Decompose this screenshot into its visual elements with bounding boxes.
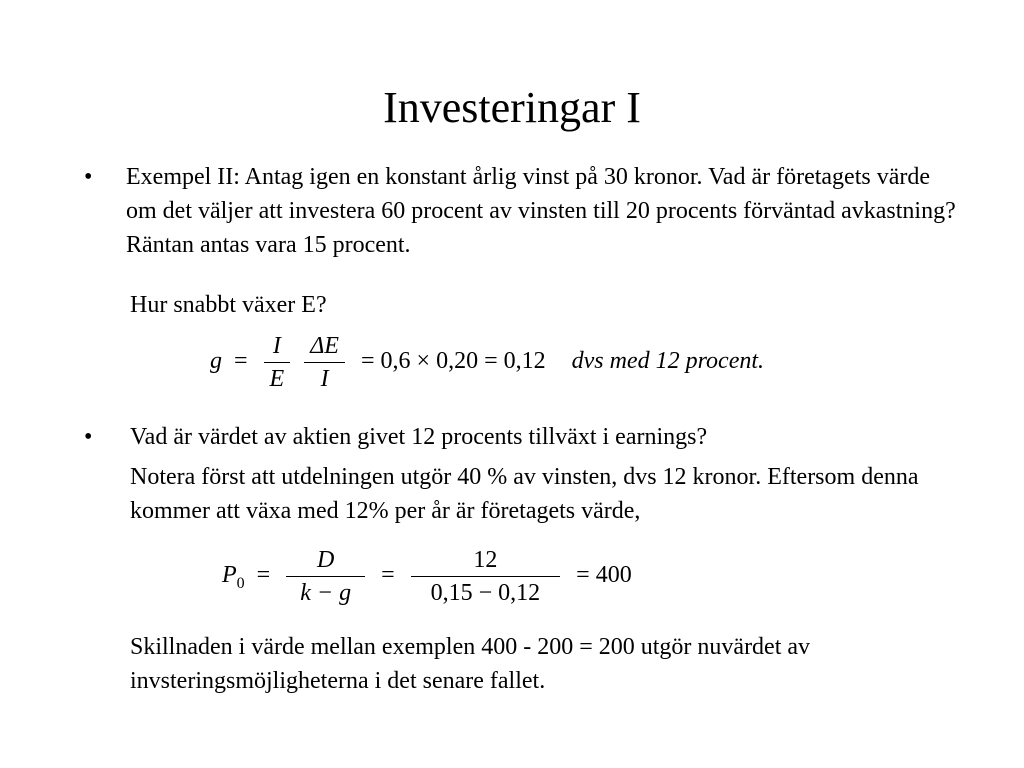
bullet-dot-2: • [84,424,93,450]
formula2-frac1-denominator: k − g [300,580,352,606]
value-formula [222,546,632,607]
growth-question: Hur snabbt växer E? [130,292,327,318]
slide-title: Investeringar I [383,83,641,132]
formula2-frac2-numerator: 12 [411,546,561,577]
bullet-dot-1: • [84,164,93,190]
bullet-2-paragraph-1: Notera först att utdelningen utgör 40 % av vinsten, dvs 12 kronor. Eftersom denna kommer att växa med 12% per år är företagets värde, [130,464,919,524]
formula1-equals: = [234,348,248,375]
bullet-2-paragraph-2: Skillnaden i värde mellan exemplen 400 - 200 = 200 utgör nuvärdet av invsteringsmöjligheterna i det senare fallet. [130,634,811,694]
formula1-frac2-denominator: I [320,366,329,392]
formula2-fraction-2 [411,546,561,607]
formula1-value-2: 0,20 [436,348,479,375]
formula1-times: × [416,348,431,375]
formula2-fraction-1 [286,546,365,607]
bullet-2-text: Vad är värdet av aktien givet 12 procents tillväxt i earnings? [130,424,708,450]
formula1-fraction-2 [304,332,345,393]
formula2-lhs-subscript: 0 [236,575,245,593]
formula1-frac1-denominator: E [269,366,285,392]
formula2-equals-3: = [576,562,590,589]
formula2-frac1-numerator: D [286,546,365,577]
formula1-result: 0,12 [503,348,546,375]
formula2-equals-2: = [381,562,395,589]
formula2-equals: = [256,562,271,589]
formula1-value-1: 0,6 [380,348,411,375]
formula2-result: 400 [595,562,632,589]
growth-formula [210,332,764,393]
formula1-lhs: g [210,348,222,375]
formula1-frac1-numerator: I [264,332,291,363]
formula2-lhs: P [222,562,237,589]
formula1-equals-2: = [360,348,375,375]
formula1-equals-3: = [484,348,498,375]
formula2-frac2-denominator: 0,15 − 0,12 [430,580,541,606]
formula1-frac2-numerator: ΔE [304,332,345,363]
formula1-note: dvs med 12 procent. [571,348,765,375]
bullet-1-text: Exempel II: Antag igen en konstant årlig vinst på 30 kronor. Vad är företagets värde om det väljer att investera 60 procent av vinsten till 20 procents förväntad avkastning? Räntan antas vara 15 procent. [126,164,956,258]
formula1-fraction-1 [264,332,291,393]
